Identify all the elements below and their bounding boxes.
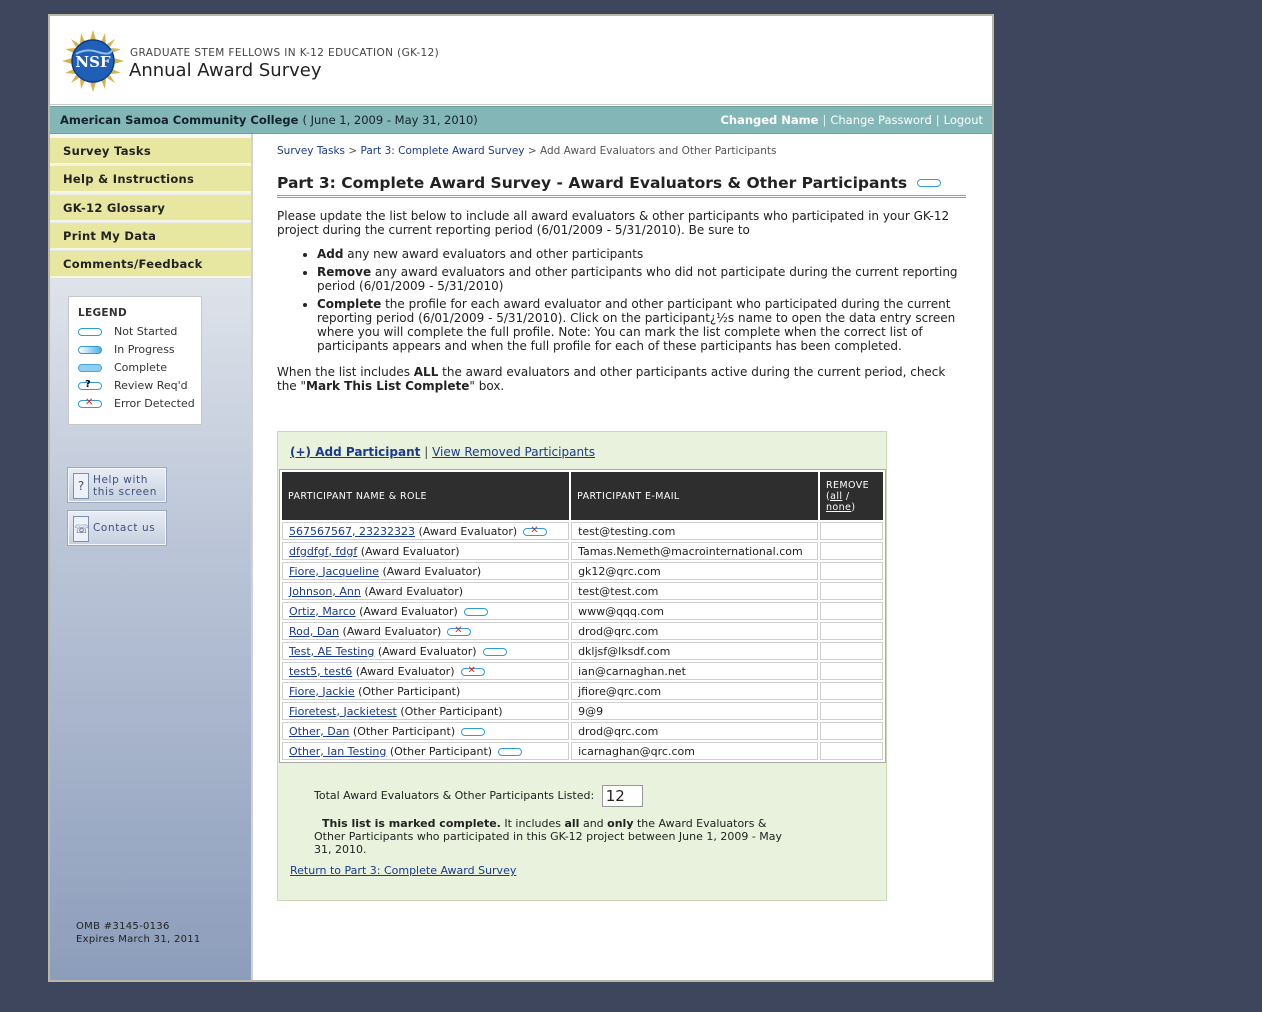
cell-name-role — [282, 622, 569, 640]
view-removed-link[interactable]: View Removed Participants — [432, 445, 596, 459]
nav-print-my-data[interactable]: Print My Data — [50, 223, 251, 250]
participant-name-link[interactable]: Other, Ian Testing — [289, 744, 387, 758]
not-started-icon — [917, 179, 941, 187]
participant-role: (Award Evaluator) — [377, 644, 477, 658]
logout-link[interactable]: Logout — [943, 113, 983, 127]
participant-name-link[interactable]: Fioretest, Jackietest — [289, 704, 397, 718]
column-header-name-role: PARTICIPANT NAME & ROLE — [282, 472, 569, 520]
complete-icon — [78, 364, 102, 372]
contact-us-button[interactable] — [68, 511, 166, 545]
participant-name-link[interactable]: Test, AE Testing — [289, 644, 375, 658]
cell-email: test@testing.com — [571, 522, 818, 540]
nav-glossary[interactable]: GK-12 Glossary — [50, 195, 251, 222]
participant-role: (Other Participant) — [400, 704, 503, 718]
page-title — [277, 174, 966, 198]
breadcrumb-survey-tasks[interactable]: Survey Tasks — [277, 145, 345, 157]
cell-remove[interactable] — [820, 582, 883, 600]
participants-panel — [277, 431, 887, 901]
participant-name-link[interactable]: Ortiz, Marco — [289, 604, 356, 618]
breadcrumb-part3[interactable]: Part 3: Complete Award Survey — [360, 145, 525, 157]
error-detected-icon: ✕ — [447, 628, 471, 636]
table-row — [282, 542, 883, 560]
nav-help-instructions[interactable]: Help & Instructions — [50, 166, 251, 193]
bold-term: Complete — [317, 297, 382, 311]
cell-remove[interactable] — [820, 722, 883, 740]
list-item — [317, 297, 967, 353]
participant-name-link[interactable]: Johnson, Ann — [289, 584, 361, 598]
review-required-icon: ? — [78, 382, 102, 390]
error-detected-icon: ✕ — [523, 528, 547, 536]
link-separator: | — [424, 445, 429, 459]
help-label-line2: this screen — [93, 486, 158, 498]
institution-bar — [50, 106, 992, 134]
separator: | — [822, 113, 827, 127]
column-header-email: PARTICIPANT E-MAIL — [571, 472, 818, 520]
in-progress-icon — [78, 346, 102, 354]
list-item — [317, 247, 967, 261]
program-name: GRADUATE STEM FELLOWS IN K-12 EDUCATION (GK-12) — [130, 47, 440, 59]
legend-label: Review Req'd — [114, 379, 188, 392]
legend-label: Not Started — [114, 325, 178, 338]
participant-role: (Other Participant) — [358, 684, 461, 698]
cell-email: ian@carnaghan.net — [571, 662, 818, 680]
cell-name-role — [282, 682, 569, 700]
page-frame — [48, 14, 994, 982]
total-count-field: 12 — [602, 785, 643, 807]
table-row — [282, 622, 883, 640]
panel-links — [290, 445, 595, 459]
cell-email: jfiore@qrc.com — [571, 682, 818, 700]
cell-email: www@qqq.com — [571, 602, 818, 620]
nsf-logo-text: NSF — [75, 53, 111, 71]
cell-remove[interactable] — [820, 662, 883, 680]
help-label-line1: Help with — [93, 474, 148, 486]
table-row — [282, 562, 883, 580]
bold-term: Add — [317, 247, 344, 261]
cell-name-role — [282, 542, 569, 560]
not-started-icon — [498, 748, 522, 756]
remove-none-link[interactable]: none — [826, 501, 852, 513]
cell-email: test@test.com — [571, 582, 818, 600]
error-detected-icon: ✕ — [78, 400, 102, 408]
reporting-period: ( June 1, 2009 - May 31, 2010) — [302, 113, 478, 127]
cell-remove[interactable] — [820, 602, 883, 620]
remove-all-link[interactable]: all — [830, 490, 843, 502]
omb-expiry: Expires March 31, 2011 — [76, 934, 201, 945]
not-started-icon — [461, 728, 485, 736]
cell-name-role — [282, 722, 569, 740]
participant-name-link[interactable]: Fiore, Jacqueline — [289, 564, 379, 578]
bold-term: Remove — [317, 265, 372, 279]
cell-email: Tamas.Nemeth@macrointernational.com — [571, 542, 818, 560]
legend-label: In Progress — [114, 343, 175, 356]
intro-text: Please update the list below to include all award evaluators & other participants who participated in your GK-12 project during the current reporting period (6/01/2009 - 5/31/2010). Be sure to — [277, 209, 950, 237]
cell-name-role — [282, 562, 569, 580]
participant-role: (Award Evaluator) — [342, 624, 442, 638]
cell-email: dkljsf@lksdf.com — [571, 642, 818, 660]
not-started-icon — [464, 608, 488, 616]
cell-remove[interactable] — [820, 562, 883, 580]
cell-remove[interactable] — [820, 522, 883, 540]
legend-label: Error Detected — [114, 397, 195, 410]
cell-email: gk12@qrc.com — [571, 562, 818, 580]
cell-email: icarnaghan@qrc.com — [571, 742, 818, 760]
cell-remove[interactable] — [820, 542, 883, 560]
legend-label: Complete — [114, 361, 168, 374]
cell-name-role — [282, 742, 569, 760]
cell-remove[interactable] — [820, 622, 883, 640]
not-started-icon — [78, 328, 102, 336]
cell-name-role — [282, 602, 569, 620]
table-row — [282, 602, 883, 620]
contact-label: Contact us — [93, 522, 156, 534]
cell-name-role — [282, 522, 569, 540]
participant-role: (Award Evaluator) — [382, 564, 482, 578]
closing-text: When the list includes ALL the award evaluators and other participants active during the current period, check the "Mark This List Complete" box. — [277, 365, 946, 393]
participant-role: (Other Participant) — [389, 744, 493, 758]
phone-icon: ☏ — [73, 516, 89, 542]
change-password-link[interactable]: Change Password — [830, 113, 932, 127]
survey-title: Annual Award Survey — [129, 60, 322, 81]
table-row — [282, 662, 883, 680]
instruction-list — [277, 247, 967, 353]
participants-table-body — [282, 522, 883, 760]
help-screen-button[interactable] — [68, 468, 166, 502]
cell-remove[interactable] — [820, 702, 883, 720]
total-label: Total Award Evaluators & Other Participants Listed: — [314, 789, 595, 802]
participant-role: (Award Evaluator) — [360, 544, 460, 558]
breadcrumb-separator: > — [348, 145, 358, 157]
participant-name-link[interactable]: dfgdfgf, fdgf — [289, 544, 358, 558]
cell-remove[interactable] — [820, 742, 883, 760]
cell-name-role — [282, 582, 569, 600]
list-text: the profile for each award evaluator and other participant who participated during the current reporting period (6/01/2009 - 5/31/2010). Click on the participant¿½s name to open the data entry screen where you will complete the full profile. Note: You can mark the list complete when the correct list of participants appears and when the full profile for each of these participants has been completed. — [317, 297, 956, 353]
error-detected-icon: ✕ — [461, 668, 485, 676]
list-complete-note: This list is marked complete. It includes all and only the Award Evaluators & Other Participants who participated in this GK-12 project between June 1, 2009 - May 31, 2010. — [314, 817, 783, 856]
list-text: any new award evaluators and other participants — [343, 247, 644, 261]
total-row — [314, 785, 643, 807]
list-item — [317, 265, 967, 293]
omb-notice — [76, 920, 201, 946]
account-links — [720, 113, 983, 127]
participant-name-link[interactable]: 567567567, 23232323 — [289, 524, 415, 538]
table-row — [282, 702, 883, 720]
nav-comments-feedback[interactable]: Comments/Feedback — [50, 251, 251, 278]
participant-role: (Award Evaluator) — [359, 604, 458, 618]
cell-name-role — [282, 662, 569, 680]
page-title-text: Part 3: Complete Award Survey - Award Evaluators & Other Participants — [277, 174, 908, 192]
cell-remove[interactable] — [820, 682, 883, 700]
add-participant-link[interactable]: (+) Add Participant — [290, 445, 421, 459]
legend-title: LEGEND — [78, 307, 127, 319]
separator: | — [935, 113, 940, 127]
participant-role: (Award Evaluator) — [364, 584, 464, 598]
instructions — [277, 209, 967, 393]
participant-role: (Award Evaluator) — [355, 664, 455, 678]
cell-email: drod@qrc.com — [571, 722, 818, 740]
sidebar — [50, 134, 253, 980]
participant-role: (Award Evaluator) — [418, 524, 518, 538]
table-row — [282, 522, 883, 540]
omb-number: OMB #3145-0136 — [76, 921, 170, 932]
user-name: Changed Name — [720, 113, 819, 127]
cell-name-role — [282, 642, 569, 660]
table-row — [282, 722, 883, 740]
header — [50, 16, 992, 105]
status-legend — [68, 296, 202, 425]
nav-survey-tasks[interactable]: Survey Tasks — [50, 138, 251, 165]
not-started-icon — [483, 648, 507, 656]
breadcrumb-current: Add Award Evaluators and Other Participants — [540, 145, 777, 157]
table-row — [282, 642, 883, 660]
table-row — [282, 582, 883, 600]
participant-name-link[interactable]: Rod, Dan — [289, 624, 340, 638]
participant-name-link[interactable]: test5, test6 — [289, 664, 353, 678]
table-row — [282, 742, 883, 760]
institution-name: American Samoa Community College — [60, 113, 299, 127]
participant-role: (Other Participant) — [352, 724, 456, 738]
return-to-part3-link[interactable]: Return to Part 3: Complete Award Survey — [290, 864, 517, 877]
breadcrumb-separator: > — [527, 145, 537, 157]
participant-name-link[interactable]: Other, Dan — [289, 724, 350, 738]
cell-email: 9@9 — [571, 702, 818, 720]
table-header-row — [282, 472, 883, 520]
help-icon: ? — [73, 473, 89, 499]
nsf-logo — [62, 30, 124, 92]
participants-table — [279, 469, 886, 763]
list-text: any award evaluators and other participants who did not participate during the current reporting period (6/01/2009 - 5/31/2010) — [317, 265, 958, 293]
cell-remove[interactable] — [820, 642, 883, 660]
breadcrumb — [277, 145, 776, 157]
participant-name-link[interactable]: Fiore, Jackie — [289, 684, 355, 698]
cell-email: drod@qrc.com — [571, 622, 818, 640]
cell-name-role — [282, 702, 569, 720]
column-header-remove: REMOVE (all / none) — [820, 472, 883, 520]
table-row — [282, 682, 883, 700]
